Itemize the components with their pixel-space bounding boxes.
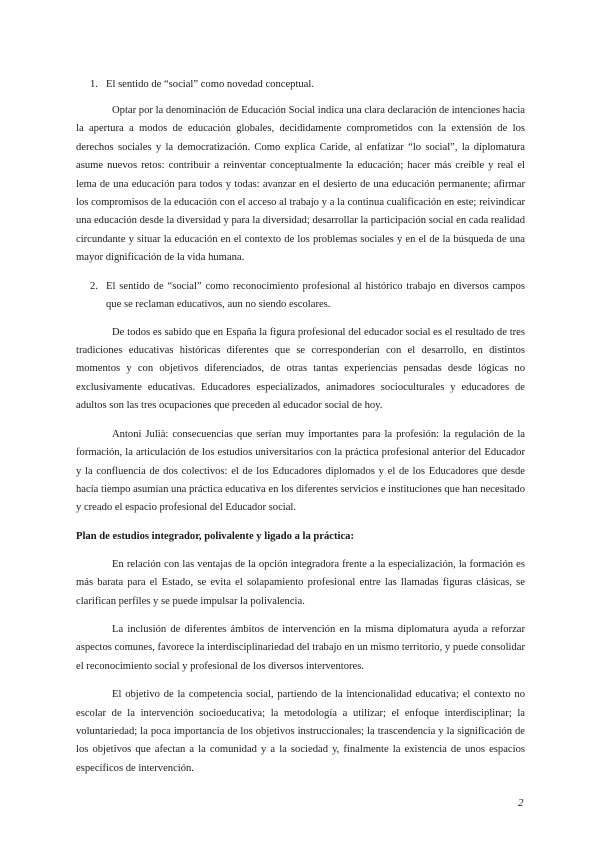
paragraph-5: La inclusión de diferentes ámbitos de intervención en la misma diplomatura ayuda a reforzar aspectos comunes, favorece la interdisciplinariedad del trabajo en un mismo territorio, y puede consolidar el reconocimiento social y profesional de los diversos interventores. [76,623,525,672]
paragraph-1: Optar por la denominación de Educación Social indica una clara declaración de intenciones hacia la apertura a modos de educación globales, decididamente comprometidos con la extensión de los derechos sociales y la democratización. Como explica Caride, al enfatizar “lo social”, la diplomatura asume nuevos retos: contribuir a reinventar conceptualmente la educación; hacer más creíble y real el lema de una educación para todos y todas: avanzar en el desierto de una educación permanente; afirmar los compromisos de la educación con el acceso al trabajo y a la continua cualificación en este; reivindicar una educación desde la diversidad y para la diversidad; desarrollar la participación social en cada realidad circundante y situar la educación en el contexto de los problemas sociales y en el de la búsqueda de una mayor dignificación de la vida humana. [76,105,525,264]
page-number: 2 [518,797,524,809]
paragraph-2: De todos es sabido que en España la figura profesional del educador social es el resultado de tres tradiciones educativas históricas diferentes que se corresponderían con el desarrollo, en distintos momentos y con objetivos diferenciados, de otras tantas experiencias pensadas desde lógicas no exclusivamente educativas. Educadores especializados, animadores socioculturales y educadores de adultos son las tres ocupaciones que preceden al educador social de hoy. [76,326,525,412]
list-text: El sentido de “social” como reconocimiento profesional al histórico trabajo en diversos campos que se reclaman educativos, aun no siendo escolares. [106,280,525,310]
page-content [76,76,525,778]
list-number: 1. [90,79,98,90]
section-heading: Plan de estudios integrador, polivalente y ligado a la práctica: [76,530,354,542]
list-item-2 [76,278,525,314]
list-item-1 [76,76,525,94]
list-number: 2. [90,280,98,292]
paragraph-6: El objetivo de la competencia social, partiendo de la intencionalidad educativa; el contexto no escolar de la intervención socioeducativa; la metodología a utilizar; el enfoque interdisciplinar; la voluntariedad; la poca importancia de los objetivos instruccionales; la trascendencia y la significación de los objetivos que afectan a la comunidad y a la sociedad y, finalmente la existencia de unos espacios específicos de intervención. [76,689,525,774]
list-text: El sentido de “social” como novedad conceptual. [106,79,314,90]
paragraph-3: Antoni Julià: consecuencias que serían muy importantes para la profesión: la regulación de la formación, la articulación de los estudios universitarios con la práctica profesional anterior del Educador y la confluencia de dos colectivos: el de los Educadores diplomados y el de los Educadores que desde hacía tiempo asumían una práctica educativa en los diferentes servicios e instituciones que han necesitado y creado el espacio profesional del Educador social. [76,428,525,514]
paragraph-4: En relación con las ventajas de la opción integradora frente a la especialización, la formación es más barata para el Estado, se evita el solapamiento profesional entre las llamadas figuras clásicas, se clarifican perfiles y se puede impulsar la polivalencia. [76,558,525,607]
